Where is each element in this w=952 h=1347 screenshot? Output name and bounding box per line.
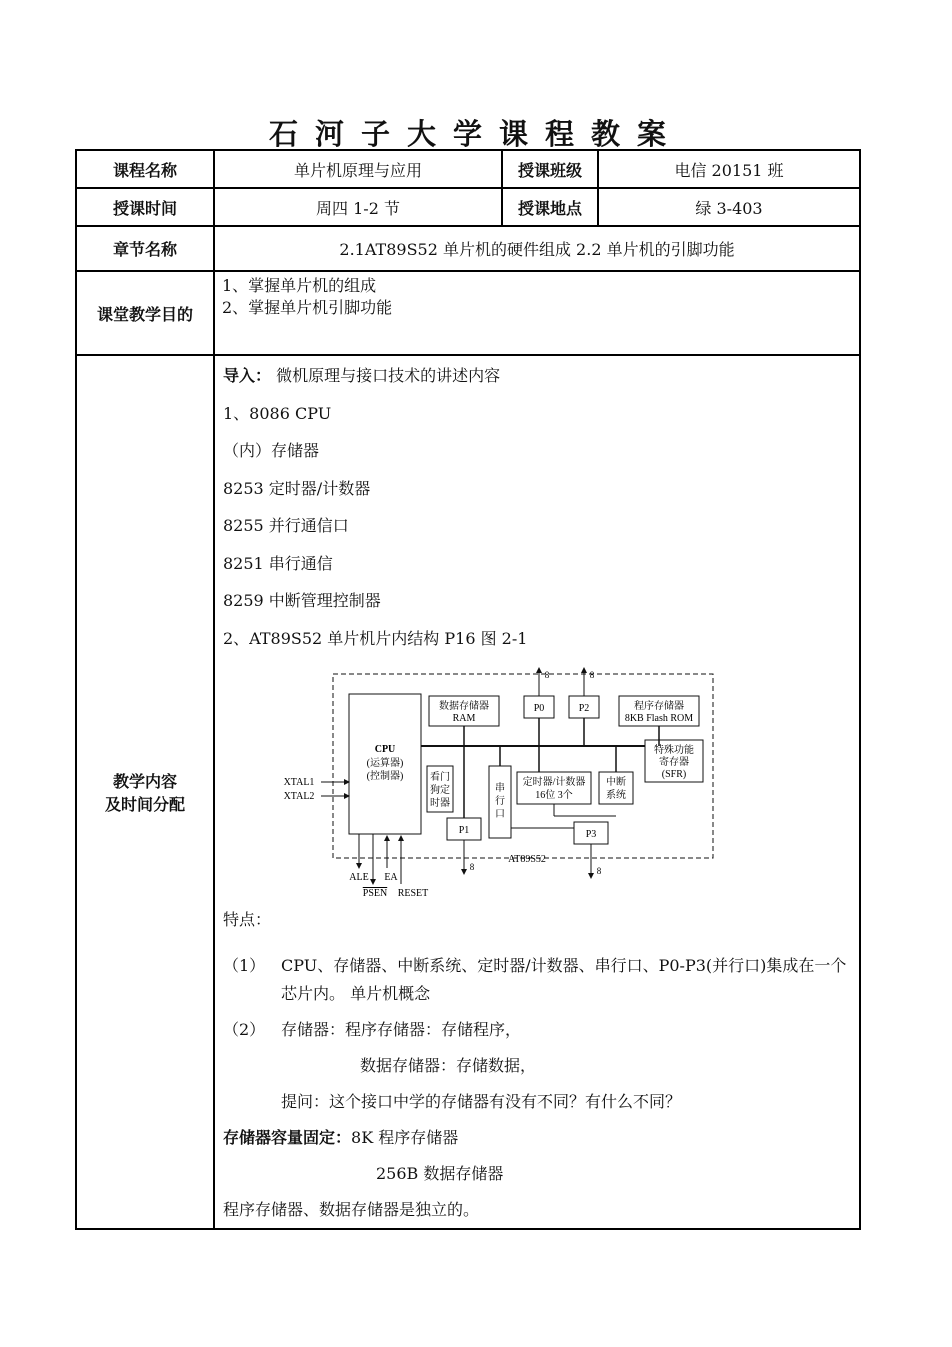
sfr-label3: (SFR) [661,769,687,780]
sfr-label2: 寄存器 [659,757,689,768]
goal-item: 2、掌握单片机引脚功能 [222,298,393,317]
watchdog-label: 时器 [430,798,450,809]
capacity-line [223,1124,851,1152]
place-value: 绿 3-403 [598,188,860,226]
rom-label1: 程序存储器 [634,701,684,712]
feature-2 [223,1016,851,1044]
capacity-label: 存储器容量固定： [223,1128,352,1147]
timer-label2: 16位 3个 [535,790,573,801]
row-content [76,355,860,1229]
reset-label: RESET [397,888,429,899]
feature-1 [223,952,851,1008]
p2-label: P2 [578,703,590,714]
question-text: 提问：这个接口中学的存储器有没有不同？有什么不同？ [281,1092,682,1111]
serial-label: 行 [495,796,505,807]
serial-label: 串 [495,783,505,794]
cpu-label: CPU [374,744,396,755]
feature-1-num: （1） [223,956,266,975]
goals-cell [214,271,860,355]
course-name-value: 单片机原理与应用 [214,150,502,188]
intro-label: 导入： [223,366,272,385]
at89s52-block-diagram [279,656,719,908]
cpu-sub1: (运算器) [366,758,404,769]
watchdog-label: 看门 [430,772,450,783]
rom-label2: 8KB Flash ROM [624,713,694,724]
goal-label: 课堂教学目的 [76,271,214,355]
row-goals [76,271,860,355]
content-item: 8259 中断管理控制器 [223,591,381,610]
content-label-line2: 及时间分配 [104,795,185,814]
cpu-sub2: (控制器) [366,771,404,782]
xtal1-label: XTAL1 [283,777,315,788]
content-cell [214,355,860,1229]
ram-label1: 数据存储器 [439,701,489,712]
class-label: 授课班级 [502,150,598,188]
row-chapter [76,226,860,271]
intro-line [223,364,851,402]
features-label: 特点： [223,910,272,929]
p1-label: P1 [458,825,470,836]
content-item: 2、AT89S52 单片机片内结构 P16 图 2-1 [223,628,528,648]
ale-label: ALE [349,872,369,883]
p3-label: P3 [585,829,597,840]
row-time [76,188,860,226]
interrupt-label: 系统 [606,790,626,801]
goal-item: 1、掌握单片机的组成 [222,276,377,295]
class-value: 电信 20151 班 [598,150,860,188]
p3-bits: 8 [596,866,602,876]
time-label: 授课时间 [76,188,214,226]
content-label [76,355,214,1229]
interrupt-label: 中断 [606,777,626,788]
lesson-plan-table [75,149,861,1230]
content-item: （内）存储器 [223,441,320,460]
timer-label1: 定时器/计数器 [522,777,586,788]
feature-1-text: CPU、存储器、中断系统、定时器/计数器、串行口、P0-P3(并行口)集成在一个芯片内。 单片机概念 [281,956,847,1003]
ram-label2: RAM [452,713,476,724]
serial-label: 口 [495,809,505,820]
p0-label: P0 [533,703,545,714]
feature-2-text2: 数据存储器：存储数据， [360,1056,537,1075]
p0-bits: 8 [544,670,550,680]
xtal2-label: XTAL2 [283,791,315,802]
time-value: 周四 1-2 节 [214,188,502,226]
chip-label: AT89S52 [508,854,546,865]
content-item: 8253 定时器/计数器 [223,478,371,498]
last-line: 程序存储器、数据存储器是独立的。 [223,1200,480,1219]
content-item: 8251 串行通信 [223,553,333,573]
intro-text: 微机原理与接口技术的讲述内容 [276,366,501,385]
capacity-text2: 256B 数据存储器 [376,1164,504,1183]
content-label-line1: 教学内容 [112,772,177,791]
capacity-text: 8K 程序存储器 [351,1128,459,1147]
place-label: 授课地点 [502,188,598,226]
chapter-value: 2.1AT89S52 单片机的硬件组成 2.2 单片机的引脚功能 [214,226,860,271]
feature-2-text: 存储器：程序存储器：存储程序， [281,1020,522,1039]
sfr-label1: 特殊功能 [654,745,694,756]
content-item: 1、8086 CPU [223,403,332,423]
chapter-label: 章节名称 [76,226,214,271]
page-title: 石河子大学课程教案 [268,117,683,151]
question-line [223,1088,851,1116]
p1-bits: 8 [469,862,475,872]
watchdog-label: 狗定 [430,785,450,796]
row-course [76,150,860,188]
ea-label: EA [384,872,398,883]
p2-bits: 8 [589,670,595,680]
psen-label: PSEN [362,888,388,899]
content-item: 8255 并行通信口 [223,516,349,535]
course-name-label: 课程名称 [76,150,214,188]
feature-2-num: （2） [223,1020,266,1039]
